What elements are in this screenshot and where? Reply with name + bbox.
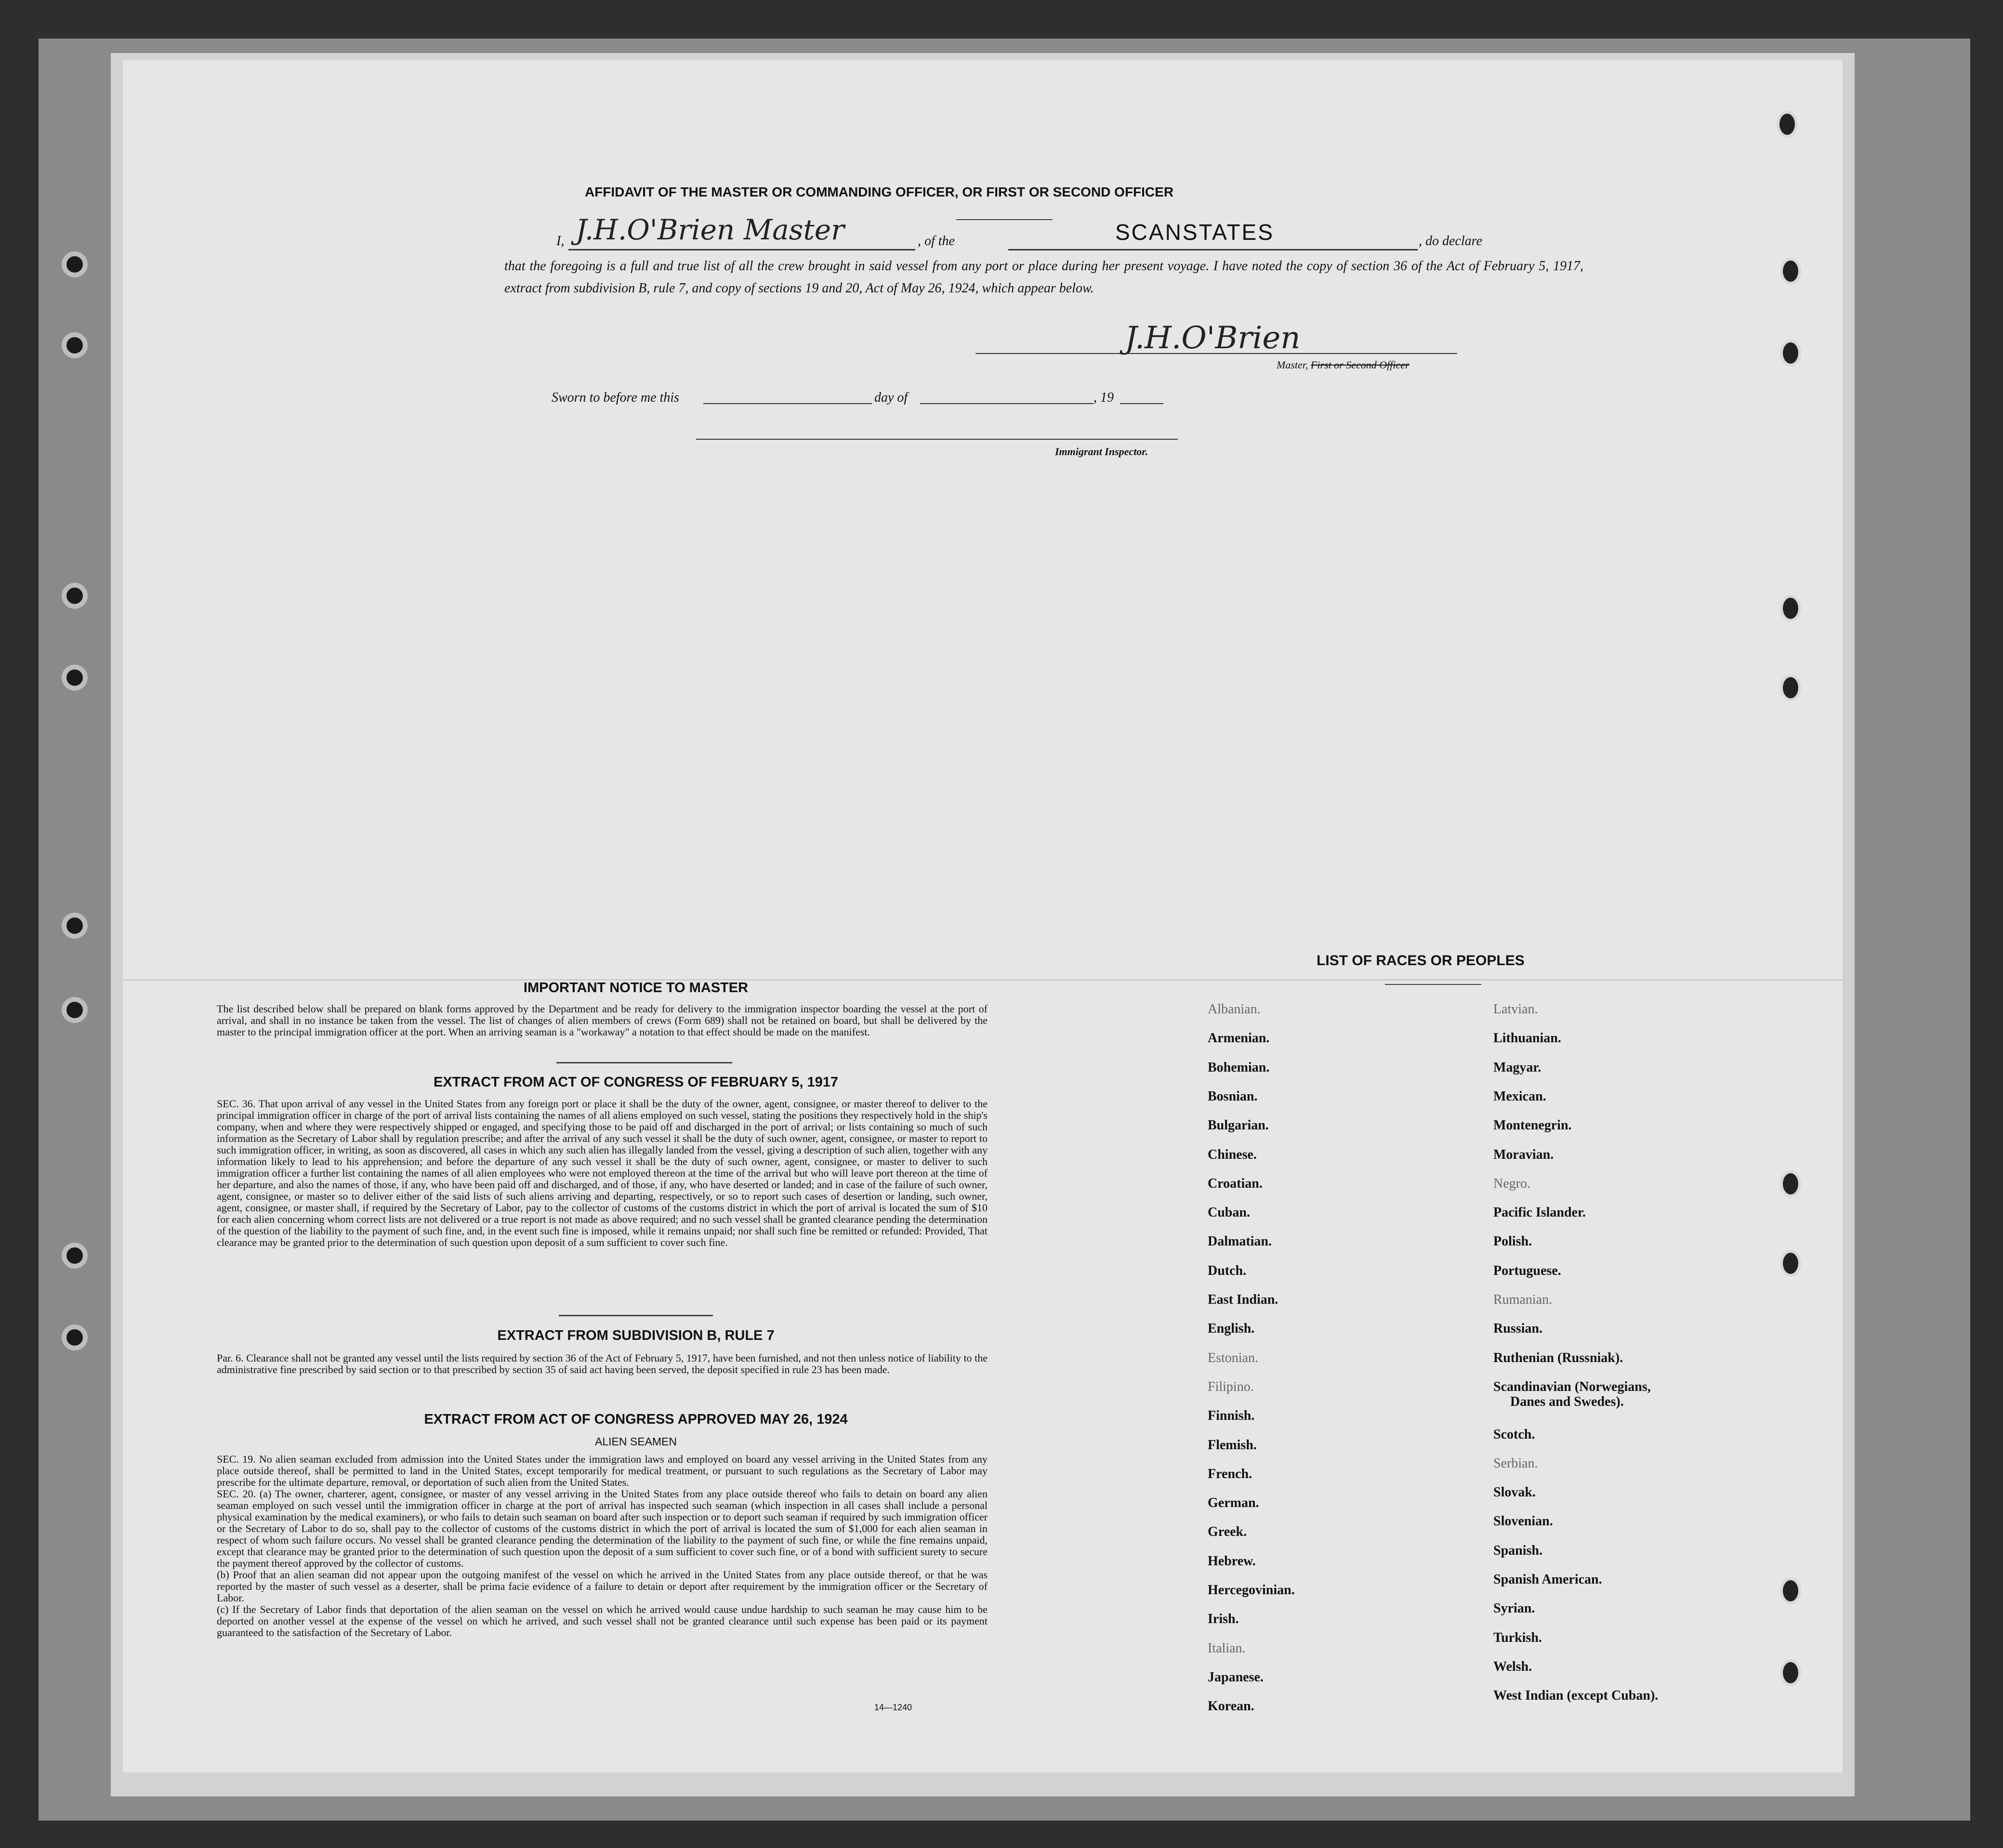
year-line — [1120, 403, 1163, 404]
sworn-month-line — [920, 403, 1094, 404]
signer-role — [1277, 359, 1410, 371]
title-rule — [956, 219, 1053, 220]
of-the-label: , of the — [918, 234, 955, 249]
punch-hole — [1777, 111, 1798, 138]
races-title-rule — [1385, 984, 1481, 985]
race-left-item: Estonian. — [1208, 1350, 1258, 1365]
race-right-item: Pacific Islander. — [1493, 1205, 1586, 1220]
extract-b7-text: Par. 6. Clearance shall not be granted any vessel until the lists required by section 36 of the Act of February 5, 1917, have been furnished, and not then unless notice of liability to the administrative fine prescribed by said section or to that prescribed by section 35 of said act having been served, the deposit specified in rule 23 has been made. — [217, 1352, 988, 1376]
race-left-item: Filipino. — [1208, 1379, 1254, 1394]
sec20b-text: (b) Proof that an alien seaman did not appear upon the outgoing manifest of the vessel on which he arrived in the United States from any place outside thereof, or that he was reported by the master of such vessel as a deserter, shall be prima facie evidence of a failure to detain or deport after requirement by the immigration officer or the Secretary of Labor. — [217, 1569, 988, 1604]
race-right-item: Serbian. — [1493, 1455, 1538, 1471]
sec20c-text: (c) If the Secretary of Labor finds that deportation of the alien seaman on the vessel on which he arrived would cause undue hardship to such seaman he may cause him to be deported on another vessel at the expense of the vessel on which he arrived, and such vessel shall not be granted clearance until such expense has been paid or its payment guaranteed to the satisfaction of the Secretary of Labor. — [217, 1603, 988, 1638]
race-right-item: Rumanian. — [1493, 1292, 1553, 1307]
race-left-item: Italian. — [1208, 1640, 1246, 1656]
binder-hole — [62, 913, 88, 939]
race-left-item: Finnish. — [1208, 1408, 1255, 1424]
vessel-line — [1008, 249, 1418, 250]
race-left-item: Bosnian. — [1208, 1088, 1258, 1104]
notice-title: IMPORTANT NOTICE TO MASTER — [523, 980, 749, 996]
punch-hole — [1780, 1577, 1801, 1604]
race-right-item: Latvian. — [1493, 1002, 1538, 1017]
punch-hole — [1780, 1659, 1801, 1686]
binder-hole — [62, 1243, 88, 1269]
race-left-item: East Indian. — [1208, 1292, 1278, 1307]
extract-1924-subtitle: ALIEN SEAMEN — [595, 1435, 677, 1448]
race-right-item: Scotch. — [1493, 1427, 1535, 1442]
race-right-item: West Indian (except Cuban). — [1493, 1688, 1659, 1704]
race-left-item: Korean. — [1208, 1699, 1254, 1714]
race-right-continuation: Danes and Swedes). — [1510, 1394, 1624, 1409]
races-title: LIST OF RACES OR PEOPLES — [1317, 953, 1525, 969]
sworn-label: Sworn to before me this — [552, 390, 679, 405]
sec20a-text: SEC. 20. (a) The owner, charterer, agent, consignee, or master of any vessel arriving in the United States from any place outside thereof who fails to detain on board any alien seaman employed on such vessel until the immigration officer in charge at the port of arrival has inspected such seaman (which inspection in all cases shall include a personal physical examination by the medical examiners), or who fails to detain such seaman on board after such inspection or to deport such seaman if required by such immigration officer or the Secretary of Labor to do so, shall pay to the collector of customs of the customs district in which the port of arrival is located the sum of $1,000 for each alien seaman in respect of whom such failure occurs. No vessel shall be granted clearance pending the determination of the liability to the payment of such fine, or while the fine remains unpaid, except that clearance may be granted prior to the determination of such question upon the deposit of a sum sufficient to cover such fine, or of a bond with sufficient surety to secure the payment thereof approved by the collector of customs. — [217, 1488, 988, 1569]
binder-hole — [62, 665, 88, 691]
race-left-item: Flemish. — [1208, 1437, 1257, 1453]
inspector-line — [696, 439, 1178, 440]
race-right-item: Ruthenian (Russniak). — [1493, 1350, 1623, 1365]
race-right-item: Portuguese. — [1493, 1263, 1561, 1278]
signer-role-struck: First or Second Officer — [1310, 359, 1410, 371]
master-name-line — [568, 249, 915, 250]
race-right-item: Syrian. — [1493, 1601, 1535, 1616]
binder-hole — [62, 1324, 88, 1350]
punch-hole — [1780, 1170, 1801, 1197]
race-left-item: Bohemian. — [1208, 1060, 1270, 1075]
do-declare-label: , do declare — [1419, 234, 1482, 249]
signer-role-master: Master, — [1277, 359, 1308, 371]
race-right-item: Spanish American. — [1493, 1572, 1602, 1587]
i-label: I, — [556, 234, 565, 249]
punch-hole — [1780, 340, 1801, 367]
sec19-text: SEC. 19. No alien seaman excluded from admission into the United States under the immigration laws and employed on board any vessel arriving in the United States from any place outside thereof, shall be permitted to land in the United States, except temporarily for medical treatment, or pursuant to such regulations as the Secretary of Labor may prescribe for the ultimate departure, removal, or deportation of such alien from the United States. — [217, 1453, 988, 1488]
race-left-item: Japanese. — [1208, 1669, 1264, 1685]
race-right-item: Mexican. — [1493, 1088, 1546, 1104]
race-left-item: Chinese. — [1208, 1147, 1257, 1162]
race-right-item: Turkish. — [1493, 1630, 1542, 1645]
vessel-name: SCANSTATES — [1115, 220, 1274, 245]
race-left-item: Hercegovinian. — [1208, 1583, 1295, 1598]
race-left-item: German. — [1208, 1495, 1259, 1511]
race-left-item: Hebrew. — [1208, 1553, 1256, 1569]
race-left-item: Greek. — [1208, 1524, 1247, 1540]
race-left-item: Croatian. — [1208, 1176, 1263, 1191]
binder-hole — [62, 332, 88, 358]
master-name-signature: J.H.O'Brien Master — [576, 213, 844, 246]
year-label: , 19 — [1094, 390, 1114, 405]
notice-rule — [556, 1062, 732, 1063]
notice-text: The list described below shall be prepared on blank forms approved by the Department and be ready for delivery to the immigration inspector boarding the vessel at the port of arrival, and shall in no instance be taken from the vessel. The list of changes of alien members of crews (Form 689) shall not be retained on board, but shall be delivered by the master to the principal immigration officer at the port. When an arriving seaman is a "workaway" a notation to that effect should be made on the manifest. — [217, 1003, 988, 1038]
race-left-item: Irish. — [1208, 1612, 1239, 1627]
form-number: 14—1240 — [874, 1703, 912, 1712]
race-right-item: Lithuanian. — [1493, 1031, 1561, 1046]
extract-1917-title: EXTRACT FROM ACT OF CONGRESS OF FEBRUARY 5, 1917 — [433, 1075, 839, 1090]
affidavit-body: that the foregoing is a full and true list of all the crew brought in said vessel from any port or place during her present voyage. I have noted the copy of section 36 of the Act of February 5, 1917, extract from subdivision B, rule 7, and copy of sections 19 and 20, Act of May 26, 1924, which appear below. — [504, 259, 1583, 296]
extract-b7-title: EXTRACT FROM SUBDIVISION B, RULE 7 — [497, 1328, 775, 1343]
race-left-item: Albanian. — [1208, 1002, 1261, 1017]
binder-hole — [62, 251, 88, 277]
race-right-item: Magyar. — [1493, 1060, 1542, 1075]
master-signature: J.H.O'Brien — [1125, 320, 1301, 356]
race-left-item: French. — [1208, 1466, 1252, 1481]
race-left-item: Armenian. — [1208, 1031, 1270, 1046]
punch-hole — [1780, 595, 1801, 622]
race-left-item: Bulgarian. — [1208, 1118, 1269, 1133]
race-right-item: Scandinavian (Norwegians, — [1493, 1379, 1651, 1394]
extract-1924-sec19 — [217, 1454, 988, 1638]
punch-hole — [1780, 674, 1801, 701]
race-right-item: Slovenian. — [1493, 1514, 1553, 1529]
binder-hole — [62, 997, 88, 1023]
race-left-item: English. — [1208, 1321, 1255, 1337]
sworn-day-line — [703, 403, 872, 404]
race-right-item: Moravian. — [1493, 1147, 1554, 1162]
day-of-label: day of — [874, 390, 908, 405]
race-left-item: Cuban. — [1208, 1205, 1250, 1220]
extract-1917-rule — [559, 1315, 713, 1316]
affidavit-title: AFFIDAVIT OF THE MASTER OR COMMANDING OFFICER, OR FIRST OR SECOND OFFICER — [584, 184, 1174, 199]
punch-hole — [1780, 258, 1801, 285]
race-right-item: Slovak. — [1493, 1485, 1536, 1500]
race-right-item: Polish. — [1493, 1234, 1532, 1249]
affidavit-sheet — [123, 60, 1845, 1772]
race-right-item: Negro. — [1493, 1176, 1530, 1191]
immigrant-inspector-label: Immigrant Inspector. — [1055, 446, 1148, 458]
race-right-item: Spanish. — [1493, 1543, 1542, 1558]
race-left-item: Dalmatian. — [1208, 1234, 1272, 1249]
race-right-item: Montenegrin. — [1493, 1118, 1572, 1133]
extract-1924-title: EXTRACT FROM ACT OF CONGRESS APPROVED MAY 26, 1924 — [424, 1412, 848, 1427]
race-left-item: Dutch. — [1208, 1263, 1247, 1278]
binder-hole — [62, 583, 88, 609]
extract-1917-text: SEC. 36. That upon arrival of any vessel in the United States from any foreign port or place it shall be the duty of the owner, agent, consignee, or master thereof to deliver to the principal immigration officer in charge of the port of arrival lists containing the names of all aliens employed on such vessel, stating the positions they respectively hold in the ship's company, when and where they were respectively shipped or engaged, and specifying those to be paid off and discharged in the port of arrival; or lists containing so much of such information as the Secretary of Labor shall by regulation prescribe; and after the arrival of any such vessel it shall be the duty of such owner, agent, consignee, or master to report to such immigration officer, in writing, as soon as discovered, all cases in which any such alien has illegally landed from the vessel, giving a description of such alien, together with any information likely to lead to his apprehension; and before the departure of any such vessel it shall be the duty of such owner, agent, consignee, or master to deliver to such immigration officer a further list containing the names of all alien employees who were not employed thereon at the time of the arrival but who will leave port thereon at the time of her departure, and also the names of those, if any, who have been paid off and discharged, and of those, if any, who have deserted or landed; and in case of the failure of such owner, agent, consignee, or master so to deliver either of the said lists of such aliens arriving and departing, respectively, or so to report such cases of desertion or landing, such owner, agent, consignee, or master shall, if required by the Secretary of Labor, pay to the collector of customs of the customs district in which the port of arrival is located the sum of $10 for each alien concerning whom correct lists are not delivered or a true report is not made as above required; and no such vessel shall be granted clearance pending the determination of the question of the liability to the payment of such fine, and, in the event such fine is imposed, while it remains unpaid; nor shall such fine be remitted or refunded: Provided, That clearance may be granted prior to the determination of such question upon deposit of a sum sufficient to cover such fine. — [217, 1098, 988, 1248]
race-right-item: Russian. — [1493, 1321, 1542, 1337]
race-right-item: Welsh. — [1493, 1659, 1532, 1674]
punch-hole — [1780, 1250, 1801, 1277]
